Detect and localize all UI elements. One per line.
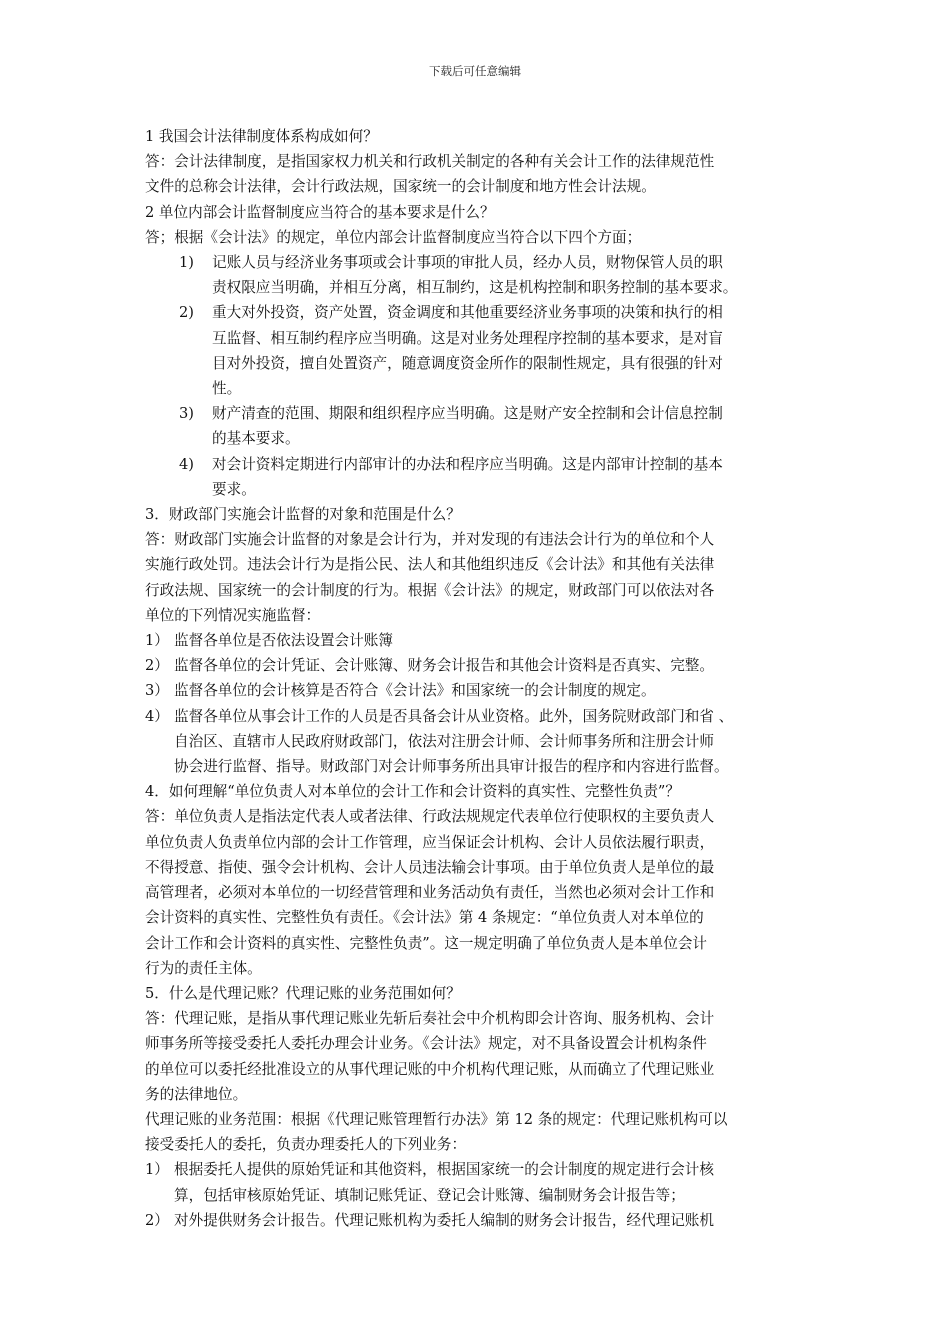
- question-1: 1 我国会计法律制度体系构成如何？: [145, 128, 378, 145]
- list-text: 根据委托人提供的原始凭证和其他资料，根据国家统一的会计制度的规定进行会计核: [174, 1161, 714, 1179]
- list-number: 1）: [145, 1161, 169, 1179]
- question-4: 4．如何理解“单位负责人对本单位的会计工作和会计资料的真实性、完整性负责”？: [145, 783, 680, 801]
- list-item: [145, 678, 815, 703]
- list-text: 互监督、相互制约程序应当明确。这是对业务处理程序控制的基本要求，是对盲: [212, 329, 723, 347]
- list-text: 的基本要求。: [212, 430, 300, 448]
- list-text: 要求。: [212, 480, 256, 498]
- list-item: [145, 401, 815, 451]
- list-text: 算，包括审核原始凭证、填制记账凭证、登记会计账簿、编制财务会计报告等；: [174, 1186, 685, 1204]
- answer-line: 师事务所等接受委托人委托办理会计业务。《会计法》规定，对不具备设置会计机构条件: [145, 1035, 707, 1053]
- question-2: 2 单位内部会计监督制度应当符合的基本要求是什么？: [145, 203, 495, 221]
- answer-line: 会计资料的真实性、完整性负有责任。《会计法》第 4 条规定：“单位负责人对本单位的: [145, 909, 704, 927]
- list-text: 性。: [212, 380, 242, 398]
- answer-line: 的单位可以委托经批准设立的从事代理记账的中介机构代理记账，从而确立了代理记账业: [145, 1060, 715, 1078]
- list-text: 记账人员与经济业务事项或会计事项的审批人员，经办人员，财物保管人员的职: [212, 254, 723, 272]
- list-text: 目对外投资，擅自处置资产，随意调度资金所作的限制性规定，具有很强的针对: [212, 354, 723, 372]
- answer-line: 不得授意、指使、强令会计机构、会计人员违法输会计事项。由于单位负责人是单位的最: [145, 858, 715, 876]
- answer-line: 接受委托人的委托，负责办理委托人的下列业务：: [145, 1136, 467, 1154]
- list-number: 4): [179, 455, 194, 473]
- answer-line: 实施行政处罚。违法会计行为是指公民、法人和其他组织违反《会计法》和其他有关法律: [145, 556, 715, 574]
- answer-line: 行为的责任主体。: [145, 959, 262, 977]
- answer-line: 代理记账的业务范围：根据《代理记账管理暂行办法》第 12 条的规定：代理记账机构可以: [145, 1110, 728, 1128]
- answer-line: 单位负责人负责单位内部的会计工作管理，应当保证会计机构、会计人员依法履行职责，: [145, 833, 715, 851]
- list-number: 4）: [145, 707, 169, 725]
- answer-line: 高管理者，必须对本单位的一切经营管理和业务活动负有责任，当然也必须对会计工作和: [145, 884, 715, 902]
- list-number: 3): [179, 405, 194, 423]
- list-text: 责权限应当明确，并相互分离，相互制约，这是机构控制和职务控制的基本要求。: [212, 279, 738, 297]
- answer-line: 答：代理记账，是指从事代理记账业先斩后奏社会中介机构即会计咨询、服务机构、会计: [145, 1010, 715, 1028]
- document-body: [145, 124, 815, 1233]
- list-item: [145, 653, 815, 678]
- answer-line: 文件的总称会计法律，会计行政法规，国家统一的会计制度和地方性会计法规。: [145, 178, 656, 196]
- list-text: 对会计资料定期进行内部审计的办法和程序应当明确。这是内部审计控制的基本: [212, 455, 723, 473]
- page-header: 下载后可任意编辑: [429, 64, 521, 78]
- answer-line: 行政法规、国家统一的会计制度的行为。根据《会计法》的规定，财政部门可以依法对各: [145, 581, 715, 599]
- answer-line: 答；根据《会计法》的规定，单位内部会计监督制度应当符合以下四个方面；: [145, 228, 642, 246]
- list-number: 1）: [145, 632, 169, 650]
- question-3: 3．财政部门实施会计监督的对象和范围是什么？: [145, 506, 461, 524]
- answer-line: 务的法律地位。: [145, 1085, 248, 1103]
- list-text: 监督各单位从事会计工作的人员是否具备会计从业资格。此外，国务院财政部门和省 、: [174, 707, 734, 725]
- answer-line: 单位的下列情况实施监督：: [145, 606, 321, 624]
- list-number: 2）: [145, 657, 169, 675]
- answer-line: 会计工作和会计资料的真实性、完整性负责”。这一规定明确了单位负责人是本单位会计: [145, 934, 708, 952]
- list-text: 监督各单位的会计凭证、会计账簿、财务会计报告和其他会计资料是否真实、完整。: [174, 657, 714, 675]
- list-text: 监督各单位的会计核算是否符合《会计法》和国家统一的会计制度的规定。: [174, 682, 656, 700]
- list-item: [145, 1157, 815, 1207]
- list-item: [145, 1208, 815, 1233]
- list-number: 1): [179, 254, 194, 272]
- answer-line: 答：财政部门实施会计监督的对象是会计行为，并对发现的有违法会计行为的单位和个人: [145, 531, 715, 549]
- list-text: 重大对外投资，资产处置，资金调度和其他重要经济业务事项的决策和执行的相: [212, 304, 723, 322]
- list-number: 3）: [145, 682, 169, 700]
- answer-line: 答：单位负责人是指法定代表人或者法律、行政法规规定代表单位行使职权的主要负责人: [145, 808, 715, 826]
- list-item: [145, 250, 815, 300]
- list-item: [145, 628, 815, 653]
- list-text: 协会进行监督、指导。财政部门对会计师事务所出具审计报告的程序和内容进行监督。: [174, 758, 729, 776]
- list-text: 对外提供财务会计报告。代理记账机构为委托人编制的财务会计报告，经代理记账机: [174, 1211, 714, 1229]
- list-text: 财产清查的范围、期限和组织程序应当明确。这是财产安全控制和会计信息控制: [212, 405, 723, 423]
- list-item: [145, 300, 815, 401]
- list-text: 监督各单位是否依法设置会计账簿: [174, 632, 393, 650]
- list-item: [145, 704, 815, 780]
- list-number: 2）: [145, 1211, 169, 1229]
- list-text: 自治区、直辖市人民政府财政部门，依法对注册会计师、会计师事务所和注册会计师: [174, 732, 714, 750]
- list-number: 2): [179, 304, 194, 322]
- question-5: 5．什么是代理记账？代理记账的业务范围如何？: [145, 984, 461, 1002]
- list-item: [145, 452, 815, 502]
- answer-line: 答：会计法律制度，是指国家权力机关和行政机关制定的各种有关会计工作的法律规范性: [145, 153, 715, 171]
